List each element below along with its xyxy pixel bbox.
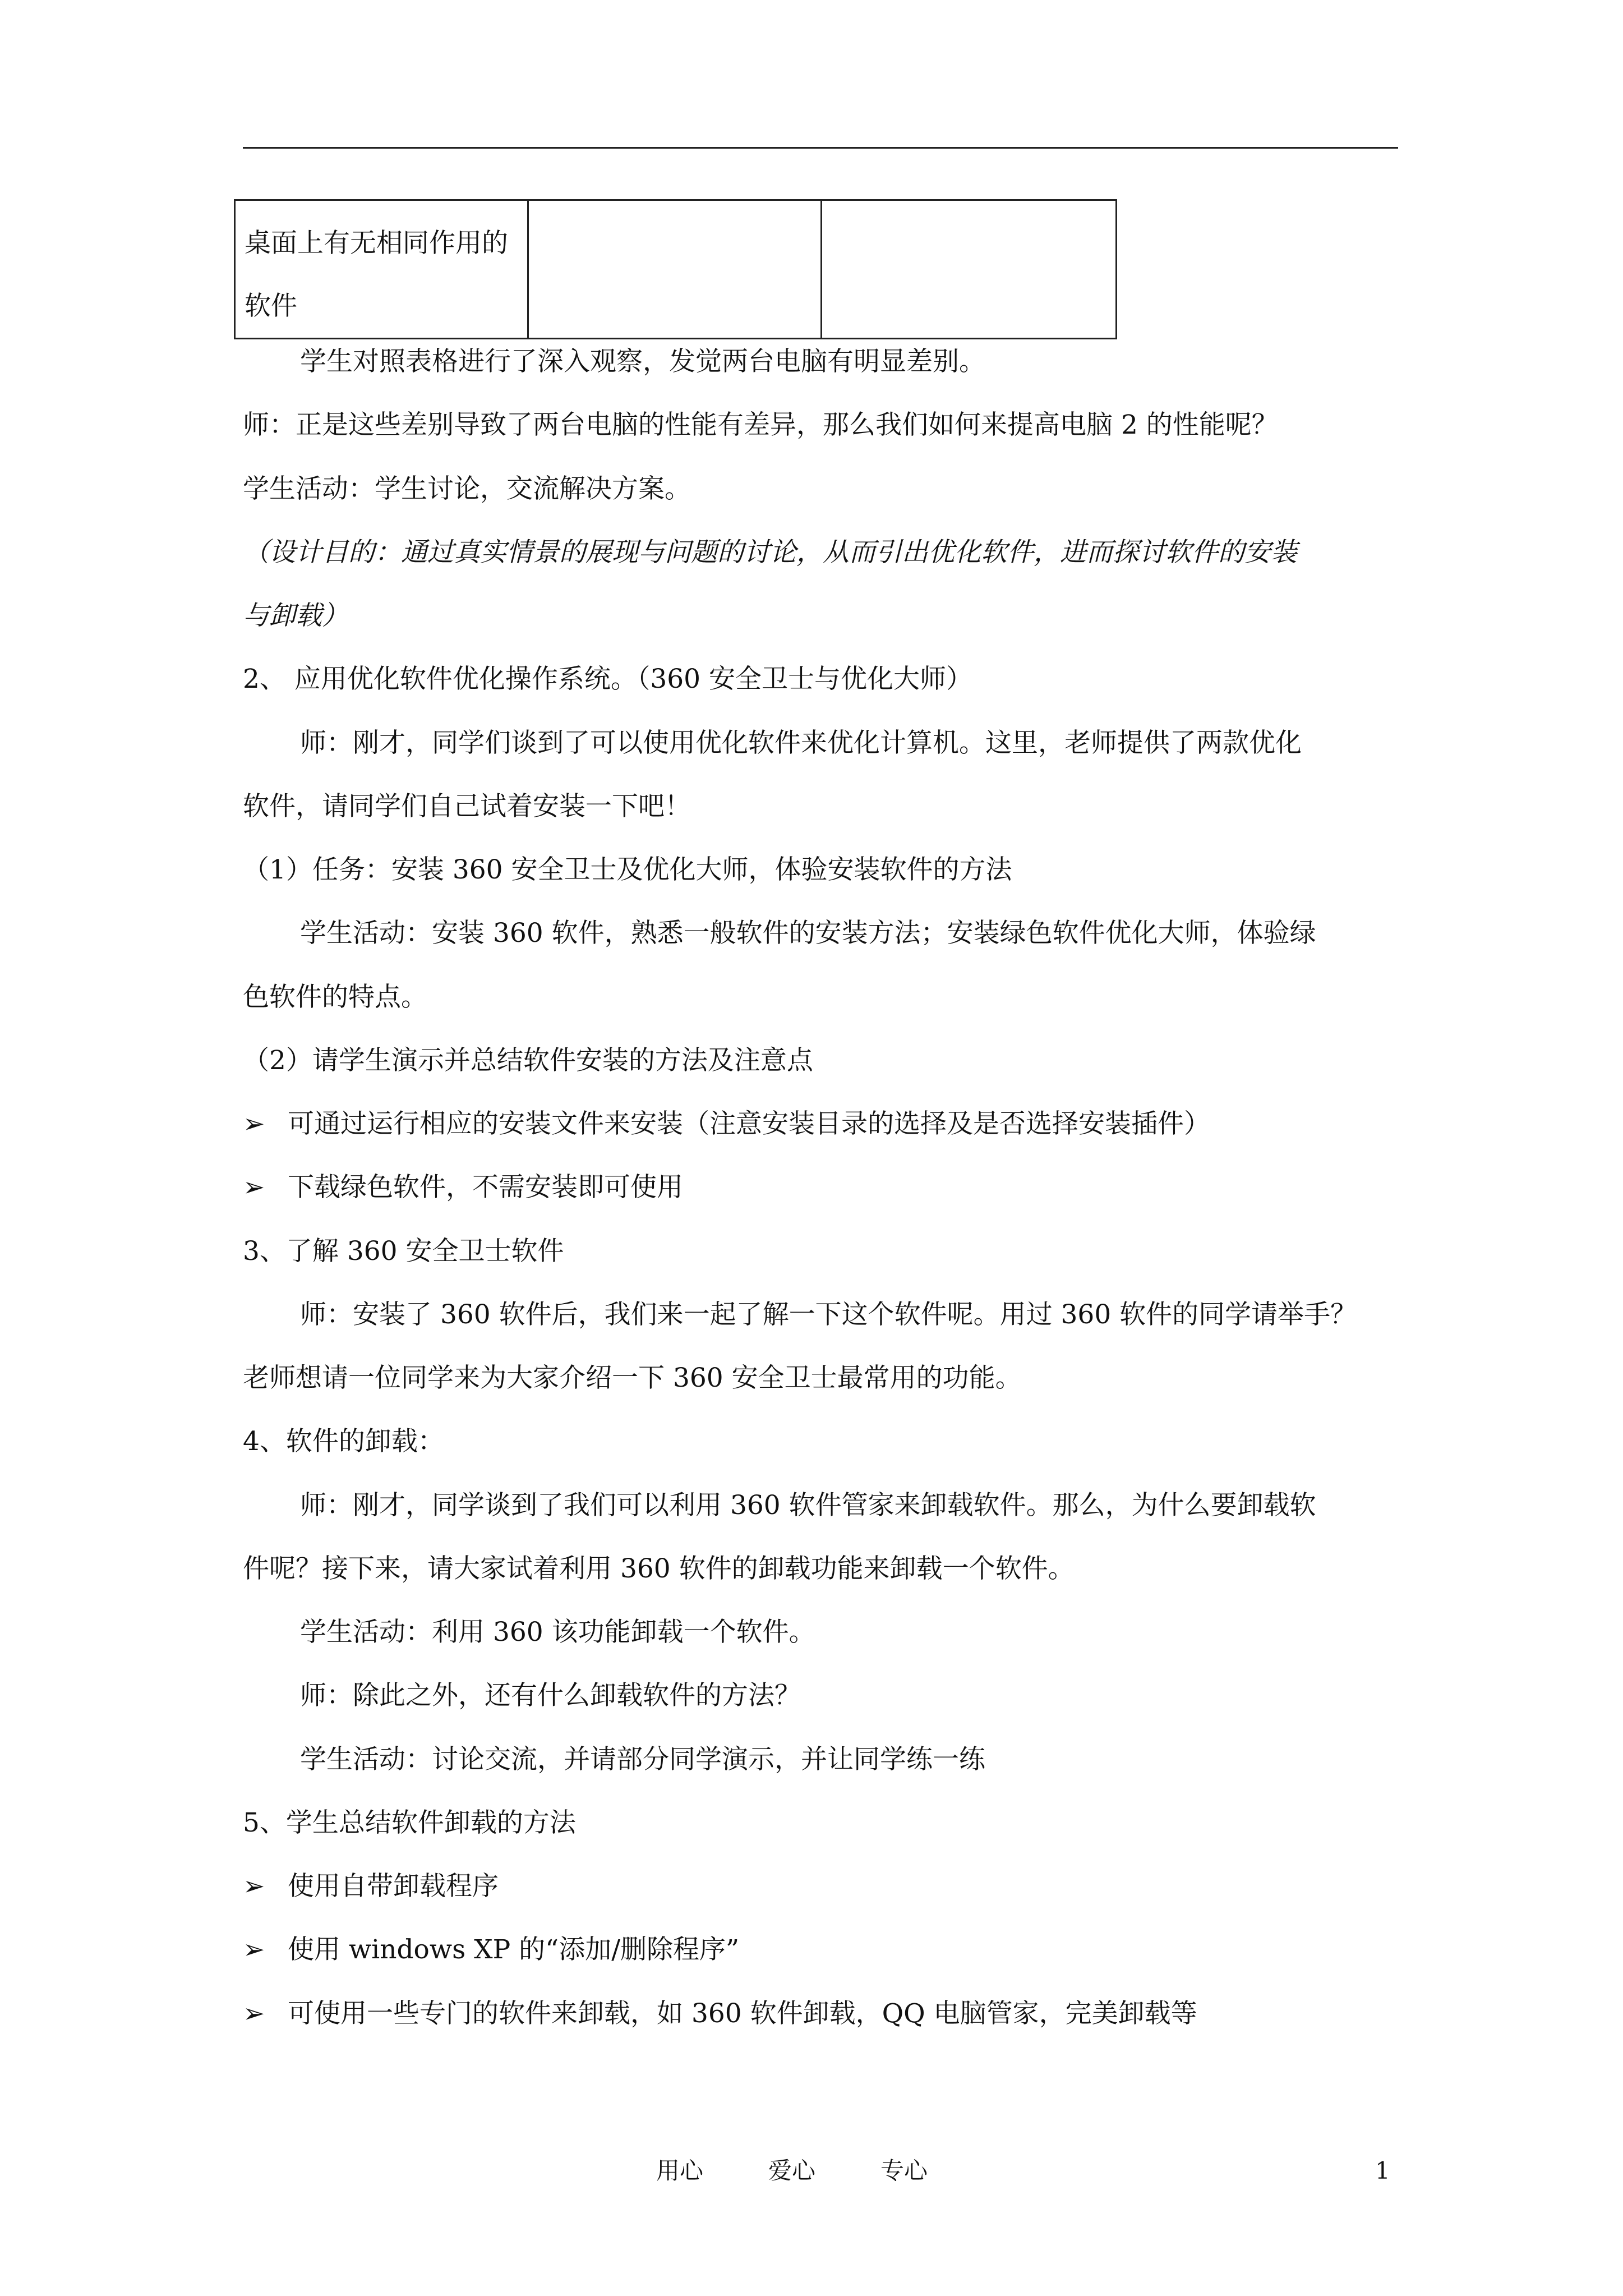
section-heading: 3、了解 360 安全卫士软件 [243,1236,564,1267]
paragraph-line: 师：除此之外，还有什么卸载软件的方法？ [300,1680,801,1711]
paragraph-line: 色软件的特点。 [243,982,427,1013]
section-heading: 5、学生总结软件卸载的方法 [243,1807,576,1838]
paragraph-line: 学生对照表格进行了深入观察，发觉两台电脑有明显差别。 [300,346,985,377]
bullet-arrow-icon: ➢ [243,1998,265,2029]
bullet-arrow-icon: ➢ [243,1172,265,1203]
table-cell [528,200,822,339]
footer-motto: 爱心 [768,2157,816,2184]
bullet-item [243,1997,1197,2031]
section-heading: 2、 应用优化软件优化操作系统。（360 安全卫士与优化大师） [243,664,972,694]
bullet-text: 使用自带卸载程序 [288,1871,499,1902]
section-heading: 4、软件的卸载： [243,1426,444,1457]
paragraph-line: 师：正是这些差别导致了两台电脑的性能有差异，那么我们如何来提高电脑 2 的性能呢？ [243,409,1278,440]
bullet-text: 可使用一些专门的软件来卸载，如 360 软件卸载，QQ 电脑管家，完美卸载等 [288,1998,1197,2029]
paragraph-line: 学生活动：讨论交流，并请部分同学演示，并让同学练一练 [300,1744,985,1775]
paragraph-line: 师：刚才，同学们谈到了可以使用优化软件来优化计算机。这里，老师提供了两款优化 [300,728,1302,758]
paragraph-line: 师：安装了 360 软件后，我们来一起了解一下这个软件呢。用过 360 软件的同学请举手？ [300,1299,1357,1330]
task-line: （1）任务：安装 360 安全卫士及优化大师，体验安装软件的方法 [243,854,1012,885]
paragraph-line: 学生活动：学生讨论，交流解决方案。 [243,473,691,504]
design-purpose-line: （设计目的：通过真实情景的展现与问题的讨论，从而引出优化软件，进而探讨软件的安装 [243,537,1297,568]
paragraph-line: 学生活动：利用 360 该功能卸载一个软件。 [300,1617,815,1648]
paragraph-line: 件呢？接下来，请大家试着利用 360 软件的卸载功能来卸载一个软件。 [243,1553,1075,1584]
bullet-arrow-icon: ➢ [243,1108,265,1139]
bullet-arrow-icon: ➢ [243,1871,265,1902]
bullet-item [243,1107,1210,1141]
footer-motto: 用心 [656,2157,704,2184]
task-line: （2）请学生演示并总结软件安装的方法及注意点 [243,1045,813,1076]
design-purpose-line: 与卸载） [243,600,348,631]
bullet-text: 可通过运行相应的安装文件来安装（注意安装目录的选择及是否选择安装插件） [288,1108,1210,1139]
comparison-table [234,199,1117,339]
bullet-item [243,1171,683,1204]
bullet-text: 使用 windows XP 的“添加/删除程序” [288,1934,740,1965]
paragraph-line: 软件，请同学们自己试着安装一下吧！ [243,791,691,822]
header-rule [243,147,1398,149]
bullet-arrow-icon: ➢ [243,1934,265,1965]
paragraph-line: 老师想请一位同学来为大家介绍一下 360 安全卫士最常用的功能。 [243,1363,1022,1393]
page-number: 1 [1375,2157,1390,2184]
bullet-text: 下载绿色软件，不需安装即可使用 [288,1172,683,1203]
bullet-item [243,1933,739,1967]
paragraph-line: 学生活动：安装 360 软件，熟悉一般软件的安装方法；安装绿色软件优化大师，体验绿 [300,918,1316,949]
bullet-item [243,1870,499,1903]
table-cell: 桌面上有无相同作用的软件 [235,200,528,339]
table-row [235,200,1117,339]
table-cell [822,200,1117,339]
footer-motto: 专心 [880,2157,928,2184]
paragraph-line: 师：刚才，同学谈到了我们可以利用 360 软件管家来卸载软件。那么，为什么要卸载软 [300,1490,1316,1521]
